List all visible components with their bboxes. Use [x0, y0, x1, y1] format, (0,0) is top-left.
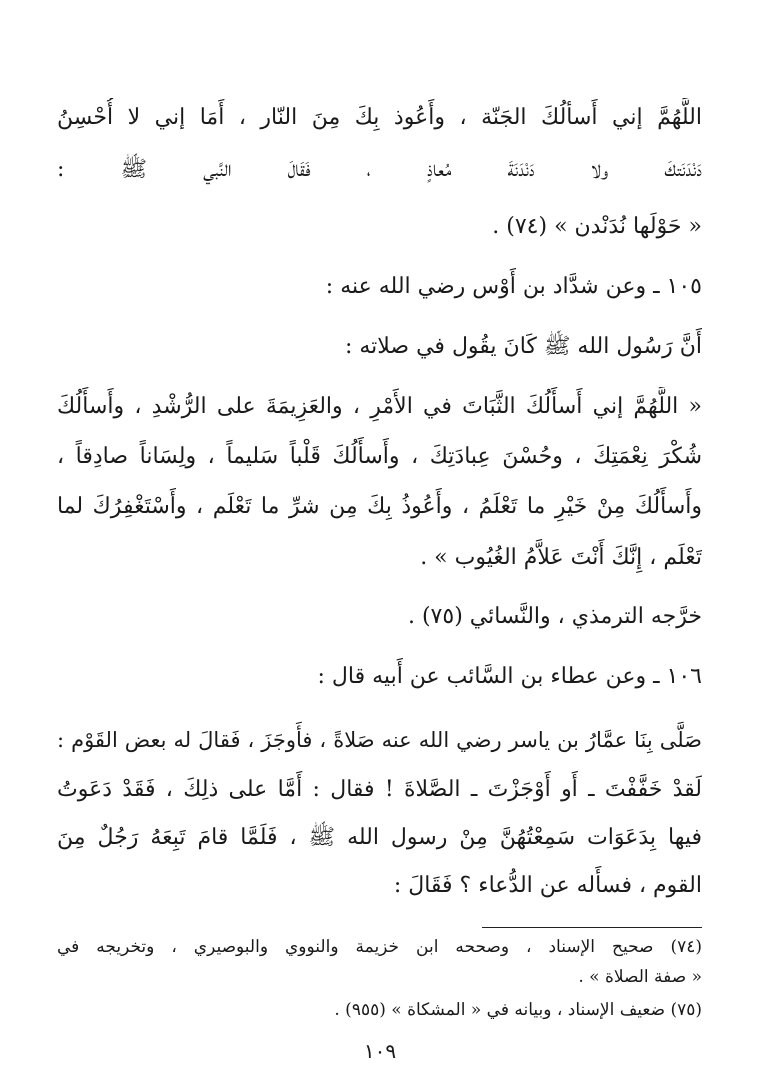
text-line-14: فيها بِدَعَوَات سَمِعْتُهُنَّ مِنْ رسول الله ﷺ ، فَلَمَّا قامَ تَبِعَهُ رَجُلٌ مِنَ — [57, 825, 702, 850]
text-line-3: « حَوْلَها نُدَنْدن » (٧٤) . — [492, 214, 702, 239]
hadith-105-heading: ١٠٥ ـ وعن شدَّاد بن أَوْس رضي الله عنه : — [325, 274, 702, 299]
text-line-10: خرَّجه الترمذي ، والنَّسائي (٧٥) . — [407, 604, 702, 629]
text-line-6: « اللَّهُمَّ إني أَسأَلُكَ الثَّبَاتَ في الأَمْرِ ، والعَزِيمَةَ على الرُّشْدِ ، وأَسأَلُكَ — [57, 394, 702, 419]
text-line-5: أَنَّ رَسُول الله ﷺ كَانَ يقُول في صلاته : — [344, 334, 702, 359]
footnote-74-line-1: (٧٤) صحيح الإسناد ، وصححه ابن خزيمة والنووي والبوصيري ، وتخريجه في — [57, 937, 702, 957]
text-line-12: صَلَّى بِنَا عمَّارُ بن ياسر رضي الله عنه صَلاةً ، فأَوجَزَ ، فَقالَ له بعض القَوْم : — [57, 728, 702, 752]
page-number: ١٠٩ — [363, 1039, 397, 1063]
footnote-separator — [482, 927, 702, 928]
footnote-75: (٧٥) ضعيف الإسناد ، وبيانه في « المشكاة » (٩٥٥) . — [334, 1000, 702, 1020]
text-line-1: اللَّهُمَّ إني أَسألُكَ الجَنّة ، وأَعُوذ بِكَ مِنَ النّار ، أَمَا إني لا أُحْسِنُ — [57, 105, 702, 130]
text-line-13: لَقدْ خَفَّفْتَ ـ أَو أَوْجَزْتَ ـ الصَّلاةَ ! فقال : أَمَّا على ذلِكَ ، فَقَدْ دَعَوتُ — [57, 777, 702, 802]
footnote-74-line-2: « صفة الصلاة » . — [578, 967, 702, 987]
text-line-9: تَعْلَم ، إِنَّكَ أَنْتَ عَلاَّمُ الغُيُوب » . — [420, 545, 702, 570]
text-line-2: دَنْدَنَتكَ ولا دَنْدَنَةَ مُعاذٍ ، فَقَالَ النَّبي ﷺ : — [57, 157, 702, 182]
hadith-106-heading: ١٠٦ ـ وعن عطاء بن السَّائب عن أَبيه قال : — [317, 664, 702, 689]
text-line-8: وأَسأَلُكَ مِنْ خَيْرِ ما تَعْلَمُ ، وأَعُوذُ بِكَ مِن شرِّ ما تَعْلَم ، وأَسْتَغْفِرُكَ لما — [57, 494, 702, 519]
text-line-7: شُكْرَ نِعْمَتِكَ ، وحُسْنَ عِبادَتِكَ ، وأَسأَلُكَ قَلْباً سَليماً ، ولِسَاناً صادِقاً ، — [57, 444, 702, 469]
text-line-15: القوم ، فسأَله عن الدُّعاء ؟ فَقَالَ : — [393, 873, 702, 898]
